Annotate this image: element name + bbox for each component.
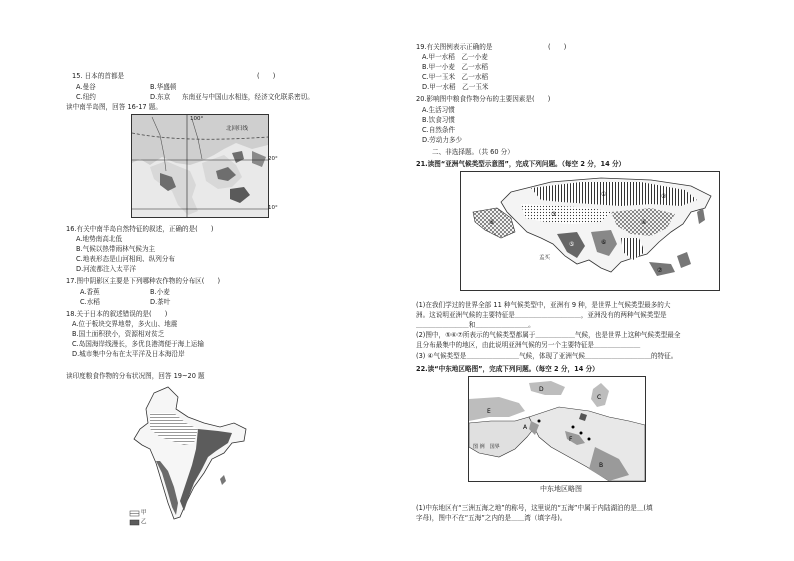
q15-option-c: C.纽约 bbox=[76, 93, 96, 101]
q21-part1-line2: 洲。这说明亚洲气候的主要特征是＿＿＿＿＿＿＿＿＿＿，亚洲没有的两种气候类型是 bbox=[416, 311, 667, 319]
q19-option-a: A.甲一水稻 乙一小麦 bbox=[422, 53, 488, 61]
latitude-20-label: 20° bbox=[268, 156, 278, 162]
q16-option-c: C.地表形态是山河相间、纵列分布 bbox=[76, 255, 176, 263]
q17-stem: 17.图中阴影区主要是下列哪种农作物的分布区( ) bbox=[66, 277, 221, 285]
latitude-10-label: 10° bbox=[268, 205, 278, 211]
q15-option-b: B.华盛顿 bbox=[150, 83, 177, 91]
q19-option-d: D.甲一水稻 乙一玉米 bbox=[422, 83, 489, 91]
india-crop-map-svg bbox=[128, 383, 254, 531]
q16-option-b: B.气候以热带雨林气候为主 bbox=[76, 245, 156, 253]
svg-text:F: F bbox=[569, 436, 573, 443]
q21-part1-line3: ＿＿＿＿＿＿＿＿和＿＿＿＿＿＿＿＿。 bbox=[416, 321, 535, 329]
svg-text:D: D bbox=[539, 386, 544, 393]
q21-part1-line1: (1)在我们学过的世界全部 11 种气候类型中，亚洲有 9 种，是世界上气候类型最多的大 bbox=[416, 301, 671, 309]
q20-option-a: A.生活习惯 bbox=[422, 106, 455, 114]
q19-option-c: C.甲一玉米 乙一水稻 bbox=[422, 73, 489, 81]
q19-option-b: B.甲一小麦 乙一水稻 bbox=[422, 63, 488, 71]
middle-east-map-svg bbox=[469, 377, 645, 481]
q15-stem: 15. 日本的首都是 bbox=[72, 72, 125, 80]
indochina-map bbox=[131, 114, 269, 218]
q20-option-d: D.劳动力多少 bbox=[422, 136, 463, 144]
read-16-17: 读中南半岛图，回答 16-17 题。 bbox=[66, 103, 162, 111]
q20-option-c: C.自然条件 bbox=[422, 126, 456, 134]
q21-part3: (3) ④气候类型是＿＿＿＿＿＿＿＿气候，体现了亚洲气候＿＿＿＿＿＿＿＿＿＿的特征。 bbox=[416, 352, 678, 360]
q18-option-d: D.城市集中分布在太平洋及日本海沿岸 bbox=[72, 350, 185, 358]
read-19-20: 读印度粮食作物的分布状况图，回答 19~20 题 bbox=[66, 372, 205, 380]
q15-blank: ( ) bbox=[257, 72, 276, 80]
q15-option-d: D.东京 bbox=[150, 93, 171, 101]
intro-16: 东南亚与中国山水相连，经济文化联系密切。 bbox=[182, 93, 314, 101]
q17-option-a: A.香蕉 bbox=[80, 288, 100, 296]
svg-text:④: ④ bbox=[641, 219, 647, 226]
q16-option-d: D.河流都注入太平洋 bbox=[76, 265, 136, 273]
q22-stem: 22.读“中东地区略图”，完成下列问题。（每空 2 分，14 分） bbox=[416, 365, 599, 373]
q20-option-b: B.饮食习惯 bbox=[422, 116, 455, 124]
svg-text:⑥: ⑥ bbox=[601, 239, 607, 246]
q18-stem: 18.关于日本的叙述错误的是( ) bbox=[66, 310, 168, 318]
svg-text:⑤: ⑤ bbox=[569, 241, 575, 248]
middle-east-map bbox=[468, 376, 646, 482]
svg-text:②: ② bbox=[661, 193, 667, 200]
q17-option-d: D.茶叶 bbox=[150, 298, 171, 306]
q16-stem: 16.有关中南半岛自然特征的叙述，正确的是( ) bbox=[66, 225, 214, 233]
q22-part1-line1: (1)中东地区有“三洲五海之地”的称号，这里说的“五海”中属于内陆湖泊的是＿(填 bbox=[416, 504, 653, 512]
svg-text:C: C bbox=[597, 394, 602, 401]
q17-option-b: B.小麦 bbox=[150, 288, 170, 296]
q18-option-b: B.国土面积狭小，资源相对贫乏 bbox=[72, 330, 165, 338]
middle-east-map-legend: 图 例 国界 bbox=[473, 444, 500, 450]
q18-option-a: A.位于板块交界地带，多火山、地震 bbox=[72, 320, 178, 328]
q16-option-a: A.地势南高北低 bbox=[76, 235, 123, 243]
asia-climate-map-svg bbox=[461, 172, 719, 290]
legend-yi: 乙 bbox=[141, 519, 147, 525]
q19-blank: ( ) bbox=[548, 43, 567, 51]
india-crop-map bbox=[128, 383, 254, 531]
asia-climate-map bbox=[460, 171, 720, 291]
q19-stem: 19.有关图例表示正确的是 bbox=[416, 43, 493, 51]
q17-option-c: C.水稻 bbox=[80, 298, 100, 306]
svg-text:B: B bbox=[599, 462, 604, 469]
q21-stem: 21.读图“亚洲气候类型示意图”，完成下列问题。（每空 2 分，14 分） bbox=[416, 160, 626, 168]
map-label-mumbai: 孟买 bbox=[539, 255, 551, 261]
legend-jia: 甲 bbox=[141, 510, 147, 516]
svg-text:①: ① bbox=[601, 191, 607, 198]
q21-part2-line1: (2)图中，⑤⑥⑦所表示的气候类型都属于＿＿＿＿＿＿气候，也是世界上这种气候类型最全 bbox=[416, 331, 681, 339]
q18-option-c: C.岛国海岸线漫长，多优良港湾便于海上运输 bbox=[72, 340, 204, 348]
svg-text:A: A bbox=[523, 424, 528, 431]
longitude-label: 100° bbox=[190, 116, 204, 122]
svg-text:E: E bbox=[487, 408, 491, 415]
svg-text:③: ③ bbox=[551, 211, 557, 218]
section-2-title: 二、非选择题。（共 60 分） bbox=[432, 148, 514, 156]
middle-east-map-caption: 中东地区略图 bbox=[540, 485, 582, 493]
q22-part1-line2: 字母)，图中不在“五海”之内的是＿＿湾（填字母)。 bbox=[416, 514, 567, 522]
q15-option-a: A.曼谷 bbox=[76, 83, 96, 91]
q20-stem: 20.影响图中粮食作物分布的主要因素是( ) bbox=[416, 95, 551, 103]
q21-part2-line2: 且分布最集中的地区，由此说明亚洲气候的另一个主要特征是＿＿＿＿＿＿＿ bbox=[416, 341, 641, 349]
svg-text:⑧: ⑧ bbox=[489, 219, 495, 226]
tropic-label: 北回归线 bbox=[226, 126, 249, 132]
svg-text:⑦: ⑦ bbox=[657, 267, 663, 274]
